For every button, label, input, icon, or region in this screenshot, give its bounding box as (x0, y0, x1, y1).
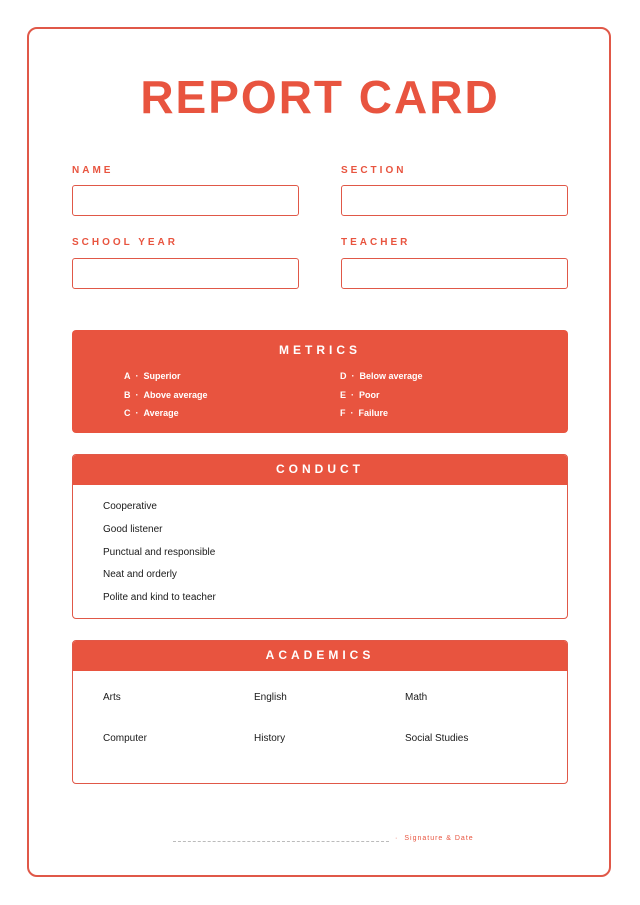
subject-computer: Computer (103, 733, 147, 744)
subject-social-studies: Social Studies (405, 733, 469, 744)
subject-history: History (254, 733, 286, 744)
conduct-title: CONDUCT (73, 455, 567, 485)
signature-separator: · (395, 835, 399, 842)
signature-line[interactable] (173, 841, 389, 842)
teacher-label: TEACHER (341, 237, 411, 248)
metric-desc: Failure (358, 408, 389, 418)
metric-grade: C (124, 408, 131, 418)
school-year-label: SCHOOL YEAR (72, 237, 178, 248)
conduct-item: Punctual and responsible (103, 547, 216, 558)
metrics-title: METRICS (279, 343, 361, 357)
metric-separator: · (135, 371, 139, 381)
section-label: SECTION (341, 165, 407, 176)
name-field[interactable] (72, 185, 299, 216)
conduct-item: Neat and orderly (103, 569, 177, 580)
subject-math: Math (405, 692, 428, 703)
academics-section (72, 640, 568, 784)
metric-item (124, 390, 208, 400)
name-label: NAME (72, 165, 114, 176)
conduct-item: Good listener (103, 524, 163, 535)
metric-grade: D (340, 371, 347, 381)
metric-separator: · (350, 408, 354, 418)
metric-desc: Above average (143, 390, 208, 400)
academics-title: ACADEMICS (73, 641, 567, 671)
metric-grade: B (124, 390, 131, 400)
metric-grade: F (340, 408, 346, 418)
metric-item (340, 408, 388, 418)
metric-desc: Below average (359, 371, 423, 381)
metric-item (124, 408, 179, 418)
metric-separator: · (351, 371, 355, 381)
signature-label (395, 835, 474, 842)
conduct-item: Polite and kind to teacher (103, 592, 216, 603)
signature-text: Signature & Date (404, 835, 474, 842)
metric-separator: · (135, 408, 139, 418)
metric-desc: Superior (143, 371, 181, 381)
metric-separator: · (351, 390, 355, 400)
metric-grade: E (340, 390, 347, 400)
teacher-field[interactable] (341, 258, 568, 289)
section-field[interactable] (341, 185, 568, 216)
metric-grade: A (124, 371, 131, 381)
metric-separator: · (135, 390, 139, 400)
page-title: REPORT CARD (140, 71, 500, 123)
metric-desc: Average (143, 408, 179, 418)
metric-item (340, 390, 380, 400)
school-year-field[interactable] (72, 258, 299, 289)
metric-desc: Poor (359, 390, 380, 400)
metric-item (340, 371, 423, 381)
metrics-panel (72, 330, 568, 433)
subject-english: English (254, 692, 287, 703)
conduct-section (72, 454, 568, 619)
conduct-item: Cooperative (103, 501, 157, 512)
subject-arts: Arts (103, 692, 121, 703)
metric-item (124, 371, 181, 381)
